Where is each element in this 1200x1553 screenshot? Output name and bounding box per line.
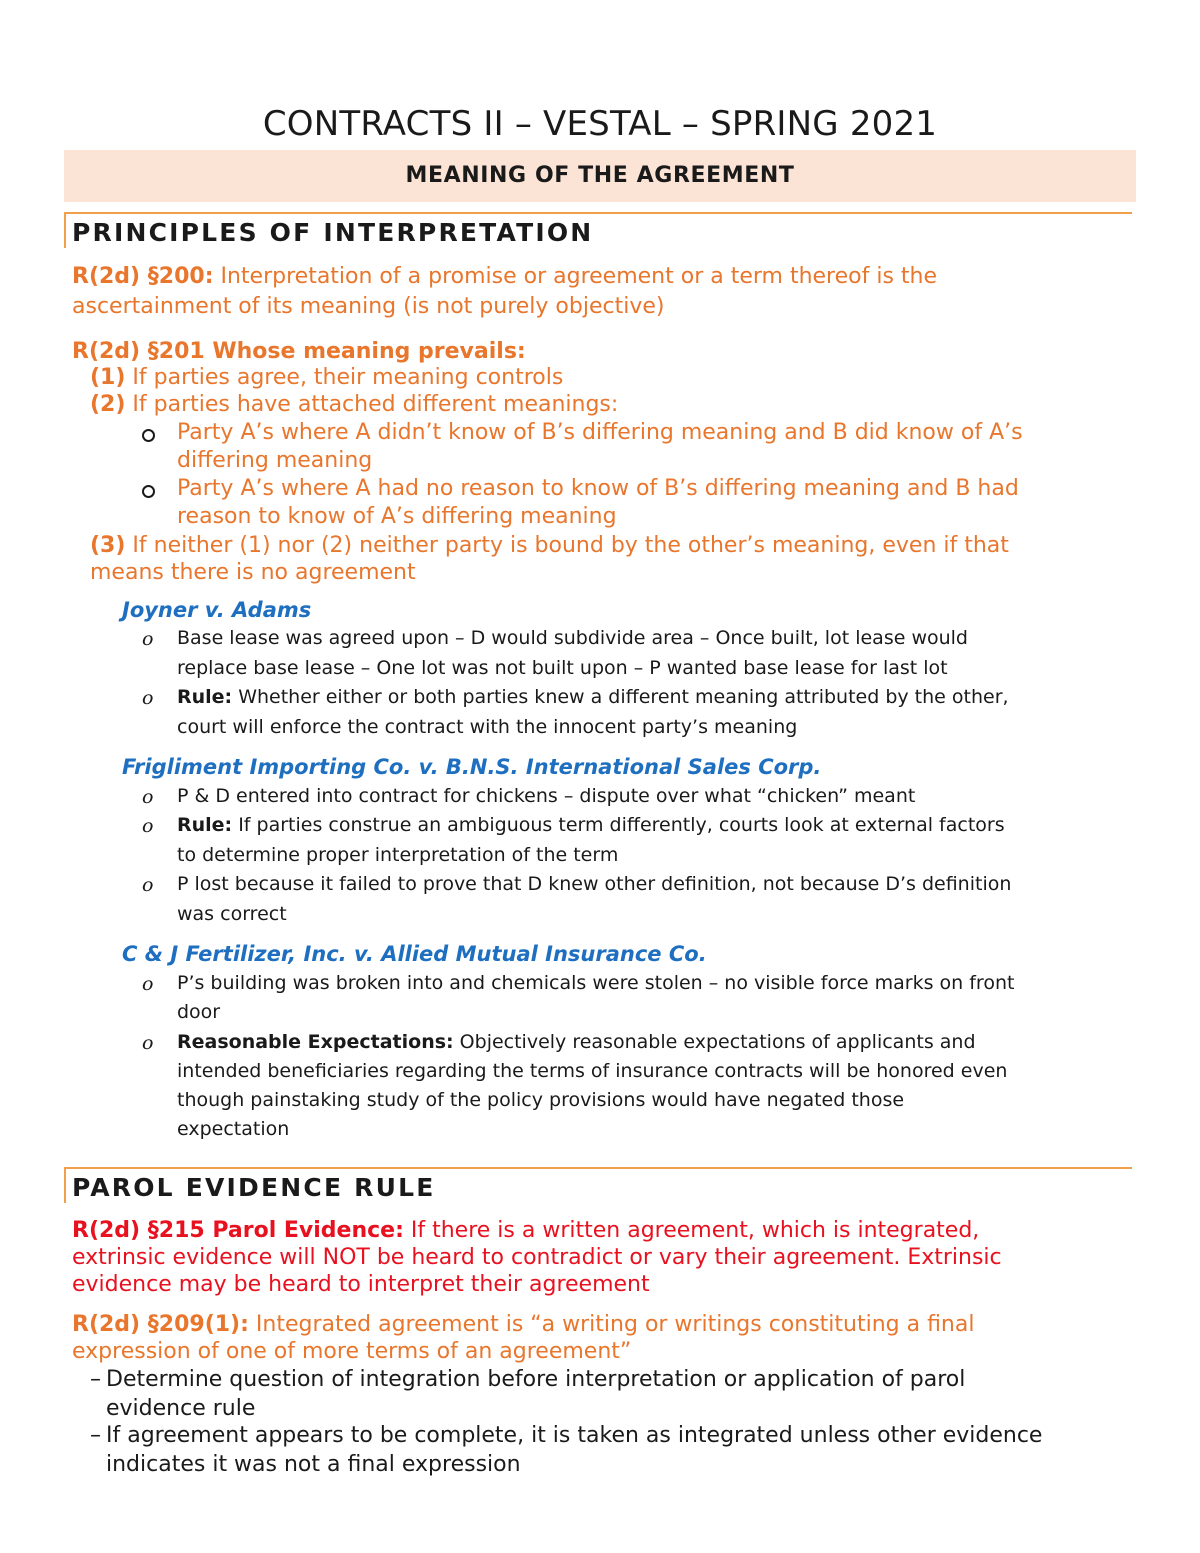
case-title: Frigliment Importing Co. v. B.N.S. International Sales Corp. (122, 755, 822, 779)
r215-label: R(2d) §215 Parol Evidence: (72, 1218, 404, 1243)
case-bullet-line: though painstaking study of the policy provisions would have negated those (177, 1089, 905, 1111)
r209-dash2-line2: indicates it was not a final expression (106, 1452, 521, 1477)
r215-line2: extrinsic evidence will NOT be heard to contradict or vary their agreement. Extrinsic (72, 1245, 1002, 1270)
italic-o-bullet-icon: o (142, 973, 154, 995)
r201-item3-line1: (3) If neither (1) nor (2) neither party is bound by the other’s meaning, even if that (90, 533, 1009, 558)
r201-sub2-line2: reason to know of A’s differing meaning (177, 504, 617, 529)
r201-item2: (2) If parties have attached different meanings: (90, 392, 619, 417)
r201-sub1-line2: differing meaning (177, 448, 373, 473)
case-bullet-line: expectation (177, 1118, 290, 1140)
section-heading-parol (64, 1167, 1132, 1203)
r200-line1: R(2d) §200: Interpretation of a promise or agreement or a term thereof is the (72, 264, 938, 289)
r209-line2: expression of one of more terms of an agreement” (72, 1339, 632, 1364)
dash-bullet: – (90, 1367, 101, 1392)
italic-o-bullet-icon: o (142, 815, 154, 837)
case-bullet-line: court will enforce the contract with the innocent party’s meaning (177, 716, 798, 738)
r200-label: R(2d) §200: (72, 264, 214, 289)
case-bullet-line: Rule: If parties construe an ambiguous term differently, courts look at external factors (177, 814, 1005, 836)
case-title: Joyner v. Adams (122, 598, 312, 622)
r215-line3: evidence may be heard to interpret their agreement (72, 1272, 650, 1297)
case-title: C & J Fertilizer, Inc. v. Allied Mutual Insurance Co. (122, 942, 707, 966)
case-bullet-line: Base lease was agreed upon – D would subdivide area – Once built, lot lease would (177, 627, 968, 649)
r201-item3-line2: means there is no agreement (90, 560, 416, 585)
case-bullet-line: P’s building was broken into and chemicals were stolen – no visible force marks on front (177, 972, 1015, 994)
section-banner: MEANING OF THE AGREEMENT (64, 150, 1136, 202)
r201-label: R(2d) §201 Whose meaning prevails: (72, 339, 526, 364)
section-heading-text: PRINCIPLES OF INTERPRETATION (72, 218, 594, 247)
dash-bullet: – (90, 1423, 101, 1448)
circle-bullet-icon (142, 485, 155, 498)
italic-o-bullet-icon: o (142, 628, 154, 650)
r209-line1: R(2d) §209(1): Integrated agreement is “a writing or writings constituting a final (72, 1312, 975, 1337)
italic-o-bullet-icon: o (142, 1032, 154, 1054)
circle-bullet-icon (142, 429, 155, 442)
document-title: CONTRACTS II – VESTAL – SPRING 2021 (262, 104, 938, 144)
case-bullet-line: Rule: Whether either or both parties knew a different meaning attributed by the other, (177, 686, 1009, 708)
italic-o-bullet-icon: o (142, 687, 154, 709)
section-heading-principles (64, 212, 1132, 248)
case-bullet-line: was correct (177, 903, 287, 925)
section-heading-text: PAROL EVIDENCE RULE (72, 1173, 436, 1202)
case-bullet-line: intended beneficiaries regarding the terms of insurance contracts will be honored even (177, 1060, 1008, 1082)
case-bullet-line: to determine proper interpretation of the term (177, 844, 619, 866)
case-bullet-line: P lost because it failed to prove that D knew other definition, not because D’s definition (177, 873, 1012, 895)
r209-label: R(2d) §209(1): (72, 1312, 249, 1337)
r209-dash1-line2: evidence rule (106, 1396, 256, 1421)
r201-sub1-line1: Party A’s where A didn’t know of B’s differing meaning and B did know of A’s (177, 420, 1023, 445)
italic-o-bullet-icon: o (142, 786, 154, 808)
case-bullet-line: Reasonable Expectations: Objectively reasonable expectations of applicants and (177, 1031, 976, 1053)
r201-sub2-line1: Party A’s where A had no reason to know of B’s differing meaning and B had (177, 476, 1019, 501)
case-bullet-line: door (177, 1001, 221, 1023)
r209-dash1-line1: Determine question of integration before interpretation or application of parol (106, 1367, 966, 1392)
r201-item1: (1) If parties agree, their meaning controls (90, 365, 564, 390)
italic-o-bullet-icon: o (142, 874, 154, 896)
r209-dash2-line1: If agreement appears to be complete, it is taken as integrated unless other evidence (106, 1423, 1043, 1448)
case-bullet-line: replace base lease – One lot was not built upon – P wanted base lease for last lot (177, 657, 948, 679)
case-bullet-line: P & D entered into contract for chickens – dispute over what “chicken” meant (177, 785, 916, 807)
r215-line1: R(2d) §215 Parol Evidence: If there is a written agreement, which is integrated, (72, 1218, 980, 1243)
r200-line2: ascertainment of its meaning (is not purely objective) (72, 294, 665, 319)
